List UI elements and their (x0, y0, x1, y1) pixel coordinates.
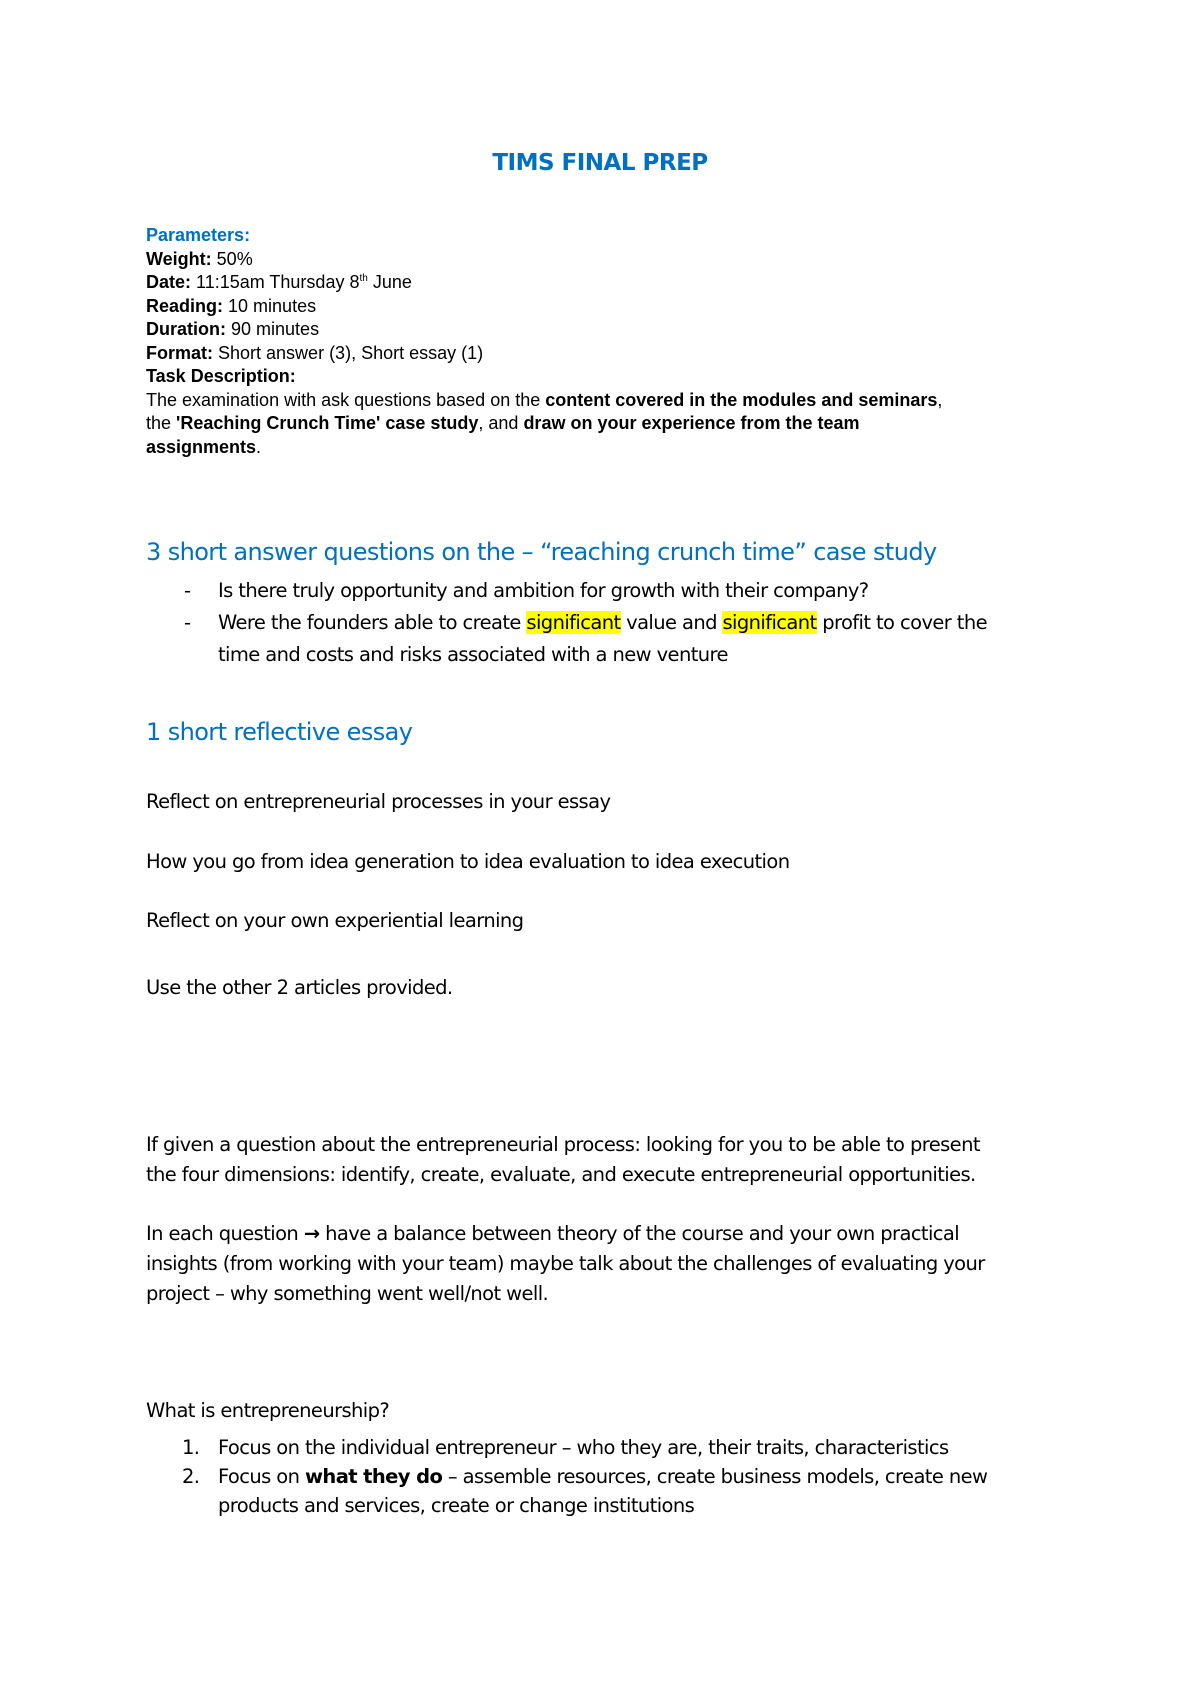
list-number: 1. (182, 1436, 200, 1459)
parameters-block (146, 224, 1086, 459)
note-text: insights (from working with your team) maybe talk about the challenges of evaluating your (146, 1252, 985, 1275)
task-text: . (256, 436, 262, 457)
reading-value: 10 minutes (228, 295, 317, 316)
task-description-line3 (146, 436, 1086, 460)
bullet-text: time and costs and risks associated with a new venture (218, 643, 728, 666)
note-text: If given a question about the entrepreneurial process: looking for you to be able to present (146, 1133, 980, 1156)
duration-row (146, 318, 1086, 342)
duration-value: 90 minutes (231, 319, 320, 339)
task-text: , (937, 389, 943, 410)
weight-row (146, 248, 1086, 272)
task-description-line1 (146, 389, 1086, 413)
task-text: The examination with ask questions based on the (146, 389, 541, 410)
bullet-text: Were the founders able to create (218, 611, 521, 634)
list-text: products and services, create or change institutions (218, 1494, 695, 1517)
essay-line: Reflect on your own experiential learning (146, 909, 524, 932)
reading-row (146, 295, 1086, 319)
bullet-text: Is there truly opportunity and ambition for growth with their company? (218, 579, 869, 602)
date-row (146, 271, 1086, 295)
list-item (146, 1462, 1066, 1520)
list-item (146, 575, 1066, 607)
section-heading-reflective-essay: 1 short reflective essay (146, 718, 413, 746)
date-ordinal: th (359, 273, 368, 284)
reading-label: Reading: (146, 295, 224, 316)
note-text: project – why something went well/not well. (146, 1282, 549, 1305)
note-paragraph (146, 1219, 1066, 1309)
weight-value: 50% (216, 248, 253, 269)
essay-line: Use the other 2 articles provided. (146, 976, 453, 999)
document-title: TIMS FINAL PREP (492, 150, 708, 176)
note-text: have a balance between theory of the course and your own practical (325, 1222, 960, 1245)
date-month: June (372, 272, 412, 292)
task-description-label: Task Description: (146, 366, 296, 386)
duration-label: Duration: (146, 319, 226, 339)
entrepreneurship-list (146, 1433, 1066, 1520)
right-arrow-icon: → (303, 1222, 320, 1245)
list-emphasis: what they do (305, 1465, 443, 1488)
section-heading-short-answers: 3 short answer questions on the – “reaching crunch time” case study (146, 538, 937, 566)
note-text: the four dimensions: identify, create, evaluate, and execute entrepreneurial opportunities. (146, 1163, 976, 1186)
note-paragraph (146, 1130, 1066, 1190)
highlighted-word: significant (722, 611, 817, 634)
date-value: 11:15am Thursday 8 (196, 272, 360, 292)
date-label: Date: (146, 272, 192, 292)
list-text: Focus on the individual entrepreneur – who they are, their traits, characteristics (218, 1436, 949, 1459)
format-label: Format: (146, 342, 213, 363)
task-emphasis: 'Reaching Crunch Time' case study (176, 413, 479, 433)
bullet-text: value and (626, 611, 717, 634)
task-description-label-row (146, 365, 1086, 389)
task-emphasis: draw on your experience from the team (523, 413, 860, 433)
parameters-heading: Parameters: (146, 225, 251, 245)
task-text: the (146, 413, 172, 433)
format-value: Short answer (3), Short essay (1) (218, 342, 484, 363)
bullet-dash: - (184, 611, 191, 634)
list-item (146, 1433, 1066, 1462)
entrepreneurship-question: What is entrepreneurship? (146, 1399, 390, 1422)
task-description-line2 (146, 412, 1086, 436)
task-text: , and (478, 413, 519, 433)
short-answer-bullets (146, 575, 1066, 671)
list-text: Focus on (218, 1465, 300, 1488)
bullet-dash: - (184, 579, 191, 602)
bullet-text: profit to cover the (822, 611, 987, 634)
list-number: 2. (182, 1465, 200, 1488)
essay-line: How you go from idea generation to idea evaluation to idea execution (146, 850, 790, 873)
essay-line: Reflect on entrepreneurial processes in your essay (146, 790, 611, 813)
note-text: In each question (146, 1222, 299, 1245)
list-text: – assemble resources, create business models, create new (447, 1465, 988, 1488)
list-item (146, 607, 1066, 671)
weight-label: Weight: (146, 248, 212, 269)
highlighted-word: significant (526, 611, 621, 634)
format-row (146, 342, 1086, 366)
task-emphasis: assignments (146, 436, 257, 457)
task-emphasis: content covered in the modules and seminars (545, 389, 938, 410)
